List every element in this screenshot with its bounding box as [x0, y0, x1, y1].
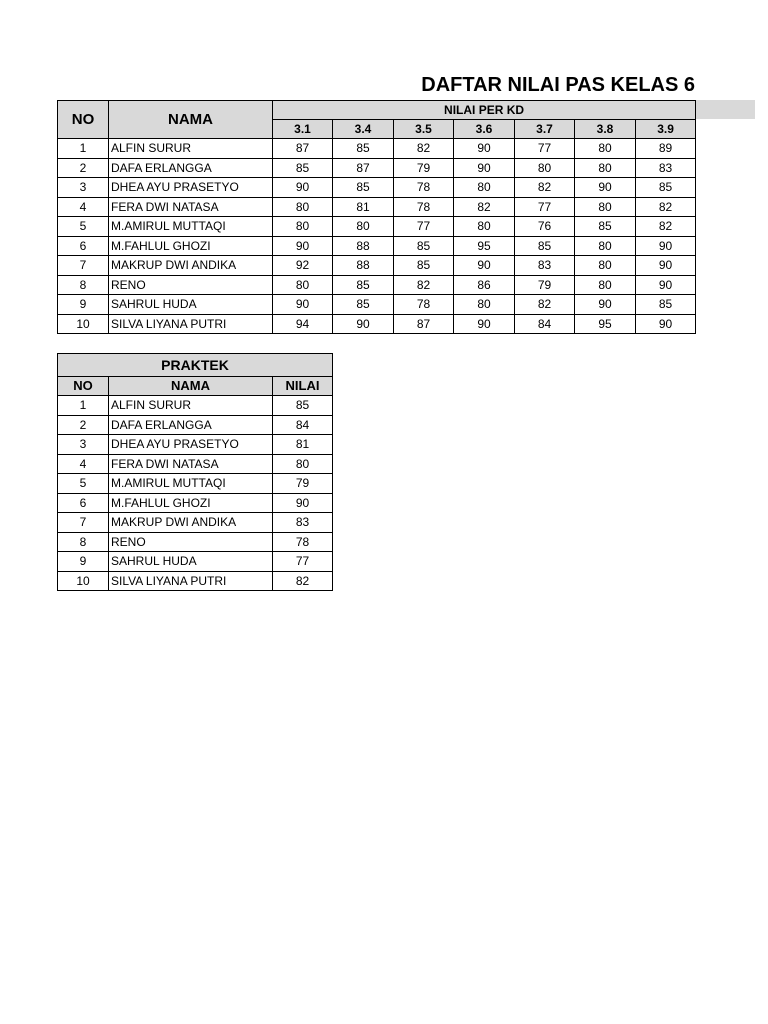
kd-score: 92 [273, 256, 333, 276]
kd-score: 80 [273, 197, 333, 217]
row-no: 3 [58, 178, 109, 198]
kd-score: 85 [333, 178, 394, 198]
praktek-table-body [58, 396, 333, 591]
student-name: DAFA ERLANGGA [109, 415, 273, 435]
kd-score: 80 [575, 256, 636, 276]
table-row [58, 236, 696, 256]
kd-score: 80 [273, 275, 333, 295]
table-row [58, 435, 333, 455]
kd-score: 95 [575, 314, 636, 334]
row-no: 3 [58, 435, 109, 455]
kd-column-header: 3.1 [273, 120, 333, 139]
kd-column-header: 3.7 [515, 120, 575, 139]
table-row [58, 314, 696, 334]
kd-score: 90 [636, 256, 696, 276]
kd-score: 90 [575, 178, 636, 198]
praktek-score: 77 [273, 552, 333, 572]
kd-score: 85 [515, 236, 575, 256]
row-no: 10 [58, 571, 109, 591]
kd-score: 90 [454, 314, 515, 334]
kd-score: 82 [454, 197, 515, 217]
student-name: ALFIN SURUR [109, 139, 273, 159]
student-name: M.AMIRUL MUTTAQI [109, 474, 273, 494]
praktek-table [57, 353, 333, 591]
row-no: 2 [58, 158, 109, 178]
kd-score: 85 [575, 217, 636, 237]
praktek-score: 81 [273, 435, 333, 455]
kd-score: 90 [454, 139, 515, 159]
table-row [58, 454, 333, 474]
row-no: 6 [58, 493, 109, 513]
row-no: 1 [58, 139, 109, 159]
kd-score: 82 [636, 197, 696, 217]
kd-column-header: 3.5 [394, 120, 454, 139]
kd-score: 90 [454, 158, 515, 178]
row-no: 7 [58, 256, 109, 276]
student-name: FERA DWI NATASA [109, 197, 273, 217]
table-row [58, 396, 333, 416]
kd-score: 80 [575, 197, 636, 217]
kd-score: 82 [515, 178, 575, 198]
kd-score: 90 [636, 314, 696, 334]
kd-score: 78 [394, 178, 454, 198]
kd-score: 82 [515, 295, 575, 315]
row-no: 5 [58, 474, 109, 494]
kd-score: 82 [394, 275, 454, 295]
kd-score: 87 [273, 139, 333, 159]
kd-score: 85 [394, 256, 454, 276]
praktek-score: 83 [273, 513, 333, 533]
table-row [58, 217, 696, 237]
kd-score: 80 [575, 158, 636, 178]
kd-score: 90 [636, 275, 696, 295]
student-name: SAHRUL HUDA [109, 295, 273, 315]
kd-score: 80 [575, 275, 636, 295]
row-no: 9 [58, 552, 109, 572]
student-name: M.FAHLUL GHOZI [109, 236, 273, 256]
student-name: DAFA ERLANGGA [109, 158, 273, 178]
table-row [58, 197, 696, 217]
kd-column-header: 3.8 [575, 120, 636, 139]
kd-score: 90 [575, 295, 636, 315]
kd-score: 82 [636, 217, 696, 237]
kd-score: 82 [394, 139, 454, 159]
header-nama: NAMA [109, 101, 273, 139]
kd-score: 95 [454, 236, 515, 256]
student-name: DHEA AYU PRASETYO [109, 435, 273, 455]
student-name: RENO [109, 275, 273, 295]
kd-column-header: 3.9 [636, 120, 696, 139]
praktek-score: 84 [273, 415, 333, 435]
row-no: 4 [58, 454, 109, 474]
kd-score: 85 [333, 139, 394, 159]
kd-score: 80 [454, 178, 515, 198]
kd-score: 85 [394, 236, 454, 256]
header-fill-overflow [695, 100, 755, 119]
praktek-score: 80 [273, 454, 333, 474]
header-no: NO [58, 101, 109, 139]
kd-score: 88 [333, 256, 394, 276]
kd-score: 87 [394, 314, 454, 334]
kd-score: 90 [333, 314, 394, 334]
table-row [58, 415, 333, 435]
kd-score: 76 [515, 217, 575, 237]
kd-score: 80 [454, 217, 515, 237]
kd-score: 86 [454, 275, 515, 295]
kd-score: 77 [515, 139, 575, 159]
table-row [58, 256, 696, 276]
kd-score: 77 [394, 217, 454, 237]
kd-score: 85 [636, 178, 696, 198]
row-no: 8 [58, 532, 109, 552]
kd-score: 88 [333, 236, 394, 256]
nilai-per-kd-table [57, 100, 696, 334]
kd-score: 90 [636, 236, 696, 256]
table-row [58, 552, 333, 572]
praktek-score: 82 [273, 571, 333, 591]
kd-score: 85 [333, 275, 394, 295]
kd-score: 90 [273, 178, 333, 198]
kd-score: 80 [273, 217, 333, 237]
praktek-header-no: NO [58, 377, 109, 396]
table-row [58, 139, 696, 159]
row-no: 5 [58, 217, 109, 237]
kd-score: 83 [636, 158, 696, 178]
kd-score: 90 [454, 256, 515, 276]
table-row [58, 158, 696, 178]
kd-score: 78 [394, 295, 454, 315]
kd-score: 85 [273, 158, 333, 178]
table-row [58, 474, 333, 494]
kd-score: 89 [636, 139, 696, 159]
student-name: M.AMIRUL MUTTAQI [109, 217, 273, 237]
kd-score: 80 [515, 158, 575, 178]
row-no: 9 [58, 295, 109, 315]
praktek-header-nilai: NILAI [273, 377, 333, 396]
student-name: RENO [109, 532, 273, 552]
praktek-score: 85 [273, 396, 333, 416]
kd-score: 87 [333, 158, 394, 178]
kd-score: 78 [394, 197, 454, 217]
main-table-body [58, 139, 696, 334]
row-no: 1 [58, 396, 109, 416]
page-title: DAFTAR NILAI PAS KELAS 6 [421, 74, 695, 96]
row-no: 8 [58, 275, 109, 295]
student-name: FERA DWI NATASA [109, 454, 273, 474]
row-no: 4 [58, 197, 109, 217]
praktek-header-nama: NAMA [109, 377, 273, 396]
table-row [58, 493, 333, 513]
row-no: 7 [58, 513, 109, 533]
table-row [58, 275, 696, 295]
kd-score: 80 [333, 217, 394, 237]
student-name: DHEA AYU PRASETYO [109, 178, 273, 198]
table-row [58, 295, 696, 315]
kd-score: 85 [636, 295, 696, 315]
student-name: SILVA LIYANA PUTRI [109, 314, 273, 334]
table-row [58, 178, 696, 198]
kd-score: 84 [515, 314, 575, 334]
praktek-score: 79 [273, 474, 333, 494]
praktek-score: 90 [273, 493, 333, 513]
kd-score: 77 [515, 197, 575, 217]
kd-score: 80 [575, 236, 636, 256]
header-nilai-per-kd: NILAI PER KD [273, 101, 696, 120]
kd-score: 90 [273, 236, 333, 256]
kd-score: 79 [394, 158, 454, 178]
praktek-title: PRAKTEK [58, 354, 333, 377]
table-row [58, 513, 333, 533]
kd-score: 85 [333, 295, 394, 315]
kd-score: 79 [515, 275, 575, 295]
kd-score: 81 [333, 197, 394, 217]
kd-score: 80 [454, 295, 515, 315]
row-no: 10 [58, 314, 109, 334]
row-no: 6 [58, 236, 109, 256]
student-name: M.FAHLUL GHOZI [109, 493, 273, 513]
kd-score: 83 [515, 256, 575, 276]
table-row [58, 571, 333, 591]
student-name: MAKRUP DWI ANDIKA [109, 256, 273, 276]
kd-column-header: 3.6 [454, 120, 515, 139]
kd-score: 80 [575, 139, 636, 159]
student-name: SILVA LIYANA PUTRI [109, 571, 273, 591]
student-name: SAHRUL HUDA [109, 552, 273, 572]
kd-column-header: 3.4 [333, 120, 394, 139]
row-no: 2 [58, 415, 109, 435]
kd-score: 90 [273, 295, 333, 315]
praktek-score: 78 [273, 532, 333, 552]
table-row [58, 532, 333, 552]
student-name: MAKRUP DWI ANDIKA [109, 513, 273, 533]
kd-score: 94 [273, 314, 333, 334]
student-name: ALFIN SURUR [109, 396, 273, 416]
